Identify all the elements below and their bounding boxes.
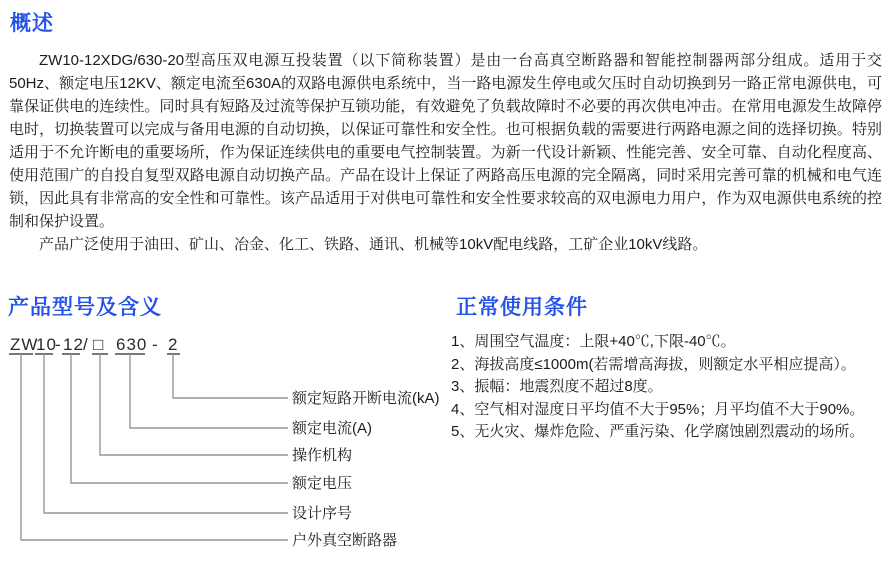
label-rated-voltage: 额定电压 [292, 475, 353, 492]
conditions-list [451, 334, 885, 447]
label-operating-mechanism: 操作机构 [292, 447, 353, 464]
connector-rated-voltage [71, 354, 288, 483]
model-token-box: □ [93, 335, 105, 354]
conditions-section-title: 正常使用条件 [456, 296, 588, 319]
connector-design-serial [44, 354, 288, 513]
model-section-title: 产品型号及含义 [8, 296, 162, 319]
connector-rated-current [130, 354, 288, 428]
model-token-12: 12 [63, 335, 84, 354]
overview-body [9, 49, 882, 256]
model-token-630: 630 [116, 335, 148, 354]
label-rated-breaking-current: 额定短路开断电流(kA) [292, 390, 440, 407]
connector-breaker-type [21, 354, 288, 540]
model-token-slash: / [83, 335, 89, 354]
label-outdoor-vacuum-breaker: 户外真空断路器 [292, 532, 398, 549]
condition-item-3: 3、振幅：地震烈度不超过8度。 [451, 378, 663, 395]
model-token-zw: ZW [10, 335, 39, 354]
model-meaning-diagram [0, 330, 445, 570]
connector-breaking-current [173, 354, 288, 398]
condition-item-1: 1、周围空气温度：上限+40℃,下限-40℃。 [451, 333, 736, 350]
model-token-dash1: - [55, 335, 62, 354]
overview-section-title: 概述 [10, 12, 54, 35]
condition-item-2: 2、海拔高度≤1000m(若需增高海拔，则额定水平相应提高）。 [451, 355, 856, 373]
condition-item-5: 5、无火灾、爆炸危险、严重污染、化学腐蚀剧烈震动的场所。 [451, 423, 865, 440]
overview-paragraph-1: ZW10-12XDG/630-20型高压双电源互投装置（以下简称装置）是由一台高真空断路器和智能控制器两部分组成。适用于交50Hz、额定电压12KV、额定电流至630A的双路电源供电系统中，当一路电源发生停电或欠压时自动切换到另一路正常电源供电，可靠保证供电的连续性。同时具有短路及过流等保护互锁功能，有效避免了负载故障时不必要的再次供电冲击。在常用电源发生故障停电时，切换装置可以完成与备用电源的自动切换，以保证可靠性和安全性。也可根据负载的需要进行两路电源之间的选择切换。特别适用于不允许断电的重要场所，作为保证连续供电的重要电气控制装置。为新一代设计新颖、性能完善、安全可靠、自动化程度高、使用范围广的自投自复型双路电源自动切换产品。产品在设计上保证了两路高压电源的完全隔离，同时采用完善可靠的机械和电气连锁，因此具有非常高的安全性和可靠性。该产品适用于对供电可靠性和安全性要求较高的双电源电力用户，作为双电源供电系统的控制和保护设置。 [9, 52, 882, 230]
label-design-serial-number: 设计序号 [292, 505, 353, 522]
model-token-dash2: - [152, 335, 159, 354]
label-rated-current: 额定电流(A) [292, 420, 372, 437]
condition-item-4: 4、空气相对湿度日平均值不大于95%；月平均值不大于90%。 [451, 400, 865, 418]
overview-paragraph-2: 产品广泛使用于油田、矿山、冶金、化工、铁路、通讯、机械等10kV配电线路，工矿企业10kV线路。 [39, 236, 708, 253]
connector-mechanism [100, 354, 288, 455]
model-token-2: 2 [168, 335, 179, 354]
model-token-10: 10 [36, 335, 57, 354]
